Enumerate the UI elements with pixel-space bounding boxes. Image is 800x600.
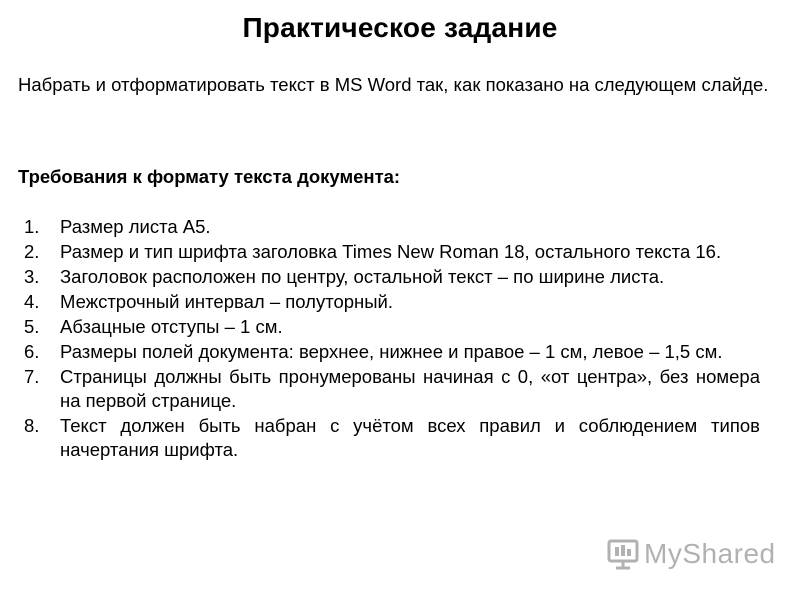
list-item-number: 1. [24, 216, 40, 237]
list-item [24, 315, 760, 339]
page-title: Практическое задание [242, 12, 558, 43]
watermark-text: MyShared [644, 538, 776, 569]
list-item-number: 6. [24, 341, 40, 362]
list-item [24, 240, 760, 264]
list-item-text: Текст должен быть набран с учётом всех правил и соблюдением типов начертания шрифта. [60, 415, 760, 460]
list-item-number: 5. [24, 316, 40, 337]
list-item [24, 290, 760, 314]
list-item-text: Страницы должны быть пронумерованы начиная с 0, «от центра», без номера на первой странице. [60, 366, 760, 411]
list-item-text: Размер и тип шрифта заголовка Times New Roman 18, остального текста 16. [60, 241, 722, 262]
list-item-number: 3. [24, 266, 40, 287]
list-item-text: Размеры полей документа: верхнее, нижнее и правое – 1 см, левое – 1,5 см. [60, 341, 723, 362]
list-item-number: 7. [24, 366, 40, 387]
list-item-number: 8. [24, 415, 40, 436]
requirements-heading: Требования к формату текста документа: [18, 166, 401, 187]
intro-paragraph: Набрать и отформатировать текст в MS Word так, как показано на следующем слайде. [18, 74, 769, 95]
list-item-number: 2. [24, 241, 40, 262]
list-item-text: Абзацные отступы – 1 см. [60, 316, 283, 337]
watermark-logo [606, 536, 776, 572]
list-item [24, 215, 760, 239]
list-item [24, 340, 760, 364]
list-item-text: Заголовок расположен по центру, остальной текст – по ширине листа. [60, 266, 665, 287]
list-item-text: Размер листа А5. [60, 216, 211, 237]
list-item [24, 265, 760, 289]
list-item [24, 365, 760, 413]
list-item-number: 4. [24, 291, 40, 312]
list-item [24, 414, 760, 462]
presentation-screen-icon [606, 537, 640, 571]
list-item-text: Межстрочный интервал – полуторный. [60, 291, 394, 312]
requirements-list [24, 215, 760, 463]
